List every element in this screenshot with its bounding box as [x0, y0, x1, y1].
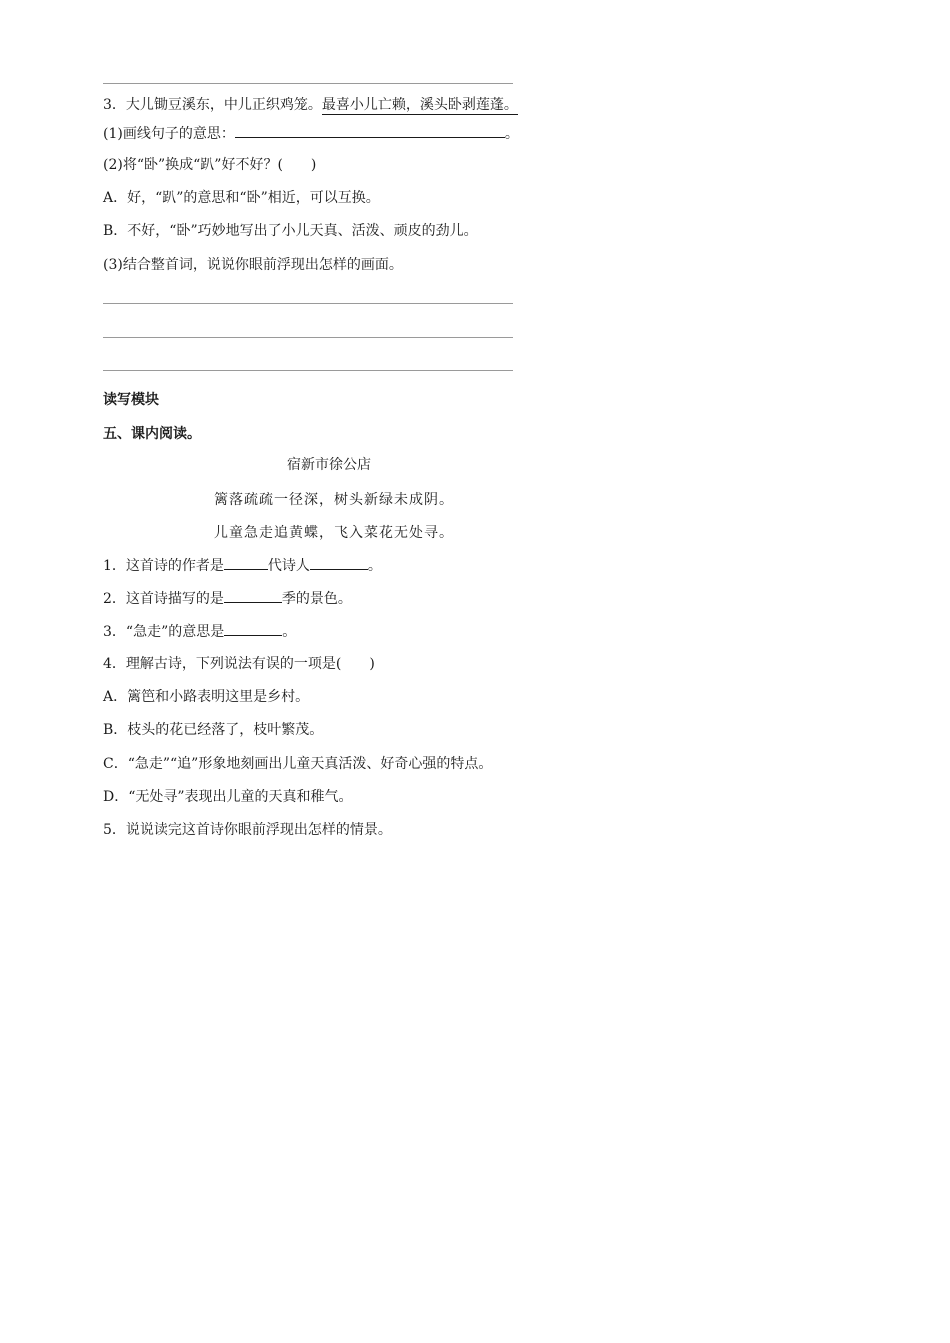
- question-4-option-a: A．篱笆和小路表明这里是乡村。: [103, 689, 310, 705]
- q3-option-a: A．好，“趴”的意思和“卧”相近，可以互换。: [103, 190, 380, 206]
- poem-title: 宿新市徐公店: [287, 457, 371, 473]
- question-1: [103, 555, 382, 575]
- q3-sub1-label: (1)画线句子的意思：: [103, 126, 235, 142]
- question-5: 5．说说读完这首诗你眼前浮现出怎样的情景。: [103, 822, 392, 838]
- answer-line-1[interactable]: [103, 303, 513, 304]
- question-2-part-a: 2．这首诗描写的是: [103, 591, 224, 607]
- question-2: [103, 588, 352, 608]
- q3-stem: [103, 96, 518, 114]
- question-3-part-a: 3．“急走”的意思是: [103, 624, 225, 640]
- q3-sub2: (2)将“卧”换成“趴”好不好？( ): [103, 157, 317, 173]
- q3-sub1-end: 。: [504, 126, 519, 142]
- question-4-option-c: C．“急走”“追”形象地刻画出儿童天真活泼、好奇心强的特点。: [103, 756, 493, 772]
- answer-line-top: [103, 83, 513, 84]
- question-4: 4．理解古诗，下列说法有误的一项是( ): [103, 656, 375, 672]
- q3-sub1: [103, 123, 519, 143]
- answer-line-3[interactable]: [103, 370, 513, 371]
- question-2-part-b: 季的景色。: [281, 591, 352, 607]
- section-module-heading: 读写模块: [103, 392, 159, 408]
- poem-line-1: 篱落疏疏一径深，树头新绿未成阴。: [214, 492, 454, 508]
- question-1-part-a: 1．这首诗的作者是: [103, 558, 224, 574]
- question-4-option-d: D．“无处寻”表现出儿童的天真和稚气。: [103, 789, 353, 805]
- question-1-blank-poet[interactable]: [310, 555, 368, 570]
- question-2-blank[interactable]: [224, 588, 282, 603]
- q3-prefix: 3．大儿锄豆溪东，中儿正织鸡笼。: [103, 97, 322, 113]
- question-1-blank-dynasty[interactable]: [224, 555, 268, 570]
- question-1-part-c: 。: [367, 558, 382, 574]
- question-3-part-b: 。: [282, 624, 297, 640]
- q3-underlined-sentence: 最喜小儿亡赖，溪头卧剥莲蓬。: [321, 97, 518, 113]
- section-five-heading: 五、课内阅读。: [103, 426, 201, 442]
- poem-line-2: 儿童急走追黄蝶，飞入菜花无处寻。: [214, 525, 454, 541]
- answer-line-2[interactable]: [103, 337, 513, 338]
- q3-sub1-blank[interactable]: [235, 123, 505, 138]
- q3-option-b: B．不好，“卧”巧妙地写出了小儿天真、活泼、顽皮的劲儿。: [103, 223, 478, 239]
- q3-sub3: (3)结合整首词，说说你眼前浮现出怎样的画面。: [103, 257, 403, 273]
- question-1-part-b: 代诗人: [267, 558, 310, 574]
- question-4-option-b: B．枝头的花已经落了，枝叶繁茂。: [103, 722, 324, 738]
- question-3-blank[interactable]: [224, 621, 282, 636]
- question-3: [103, 621, 296, 641]
